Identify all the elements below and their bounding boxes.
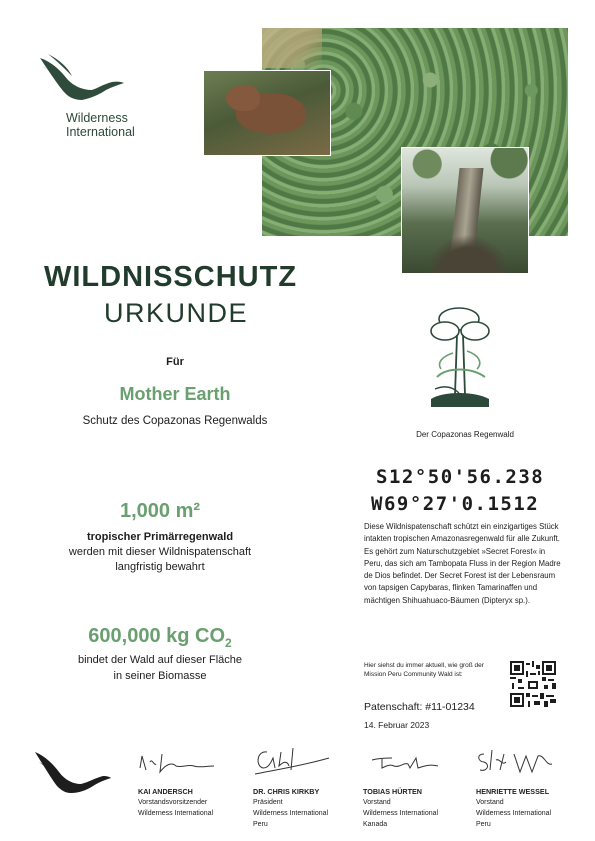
qr-note: Hier siehst du immer aktuell, wie groß der Mission Peru Community Wald ist: [364, 662, 484, 678]
qr-code-icon[interactable] [510, 661, 556, 707]
logo-wordmark: Wilderness International [66, 111, 135, 139]
signature-andersch [138, 744, 218, 778]
illustration-caption: Der Copazonas Regenwald [416, 430, 514, 439]
co2-line-2: in seiner Biomasse [113, 670, 207, 682]
signature-kirkby [253, 744, 333, 778]
issue-date: 14. Februar 2023 [364, 720, 430, 730]
tree-photo [401, 147, 529, 274]
certificate-subtitle: URKUNDE [104, 298, 249, 328]
recipient-name: Mother Earth [119, 384, 231, 404]
area-line-2: werden mit dieser Wildnispatenschaft [68, 546, 252, 558]
signer-3: TOBIAS HÜRTEN Vorstand Wilderness International Kanada [363, 787, 439, 828]
signature-huerten [370, 744, 440, 778]
eagle-footer-icon [33, 748, 111, 794]
co2-line-1: bindet der Wald auf dieser Fläche [77, 654, 243, 666]
for-label: Für [166, 356, 184, 368]
certificate-title: WILDNISSCHUTZ [44, 261, 298, 293]
area-line-3: langfristig bewahrt [115, 561, 205, 573]
project-name: Schutz des Copazonas Regenwalds [82, 415, 268, 427]
tree-illustration-icon [423, 303, 495, 415]
signer-4: HENRIETTE WESSEL Vorstand Wilderness International Peru [476, 787, 552, 828]
signer-1: KAI ANDERSCH Vorstandsvorsitzender Wilderness International [138, 787, 214, 817]
signature-wessel [474, 744, 558, 778]
eagle-logo-icon [38, 52, 124, 102]
area-value: 1,000 m² [119, 500, 201, 522]
area-line-1: tropischer Primärregenwald [86, 531, 234, 543]
latitude: S12°50'56.238 [376, 466, 545, 488]
signer-2: DR. CHRIS KIRKBY Präsident Wilderness International Peru [253, 787, 329, 828]
longitude: W69°27'0.1512 [371, 493, 540, 515]
capybara-photo [203, 70, 331, 156]
co2-value: 600,000 kg $CO_2$ [88, 625, 232, 650]
description: Diese Wildnispatenschaft schützt ein einzigartiges Stück intakten tropischen Amazonasregenwald für alle Zukunft. Es gehört zum Naturschutzgebiet »Secret Forest« in Peru, das sich am Tambopata Fluss in der Region Madre de Dios befindet. Der Secret Forest ist der Lebensraum von tapsigen Capybaras, flinken Tamarinaffen und mächtigen Shihuahuaco-Bäumen (Dipteryx sp.). [364, 522, 561, 605]
sponsorship-number: Patenschaft: #11-01234 [364, 701, 475, 713]
